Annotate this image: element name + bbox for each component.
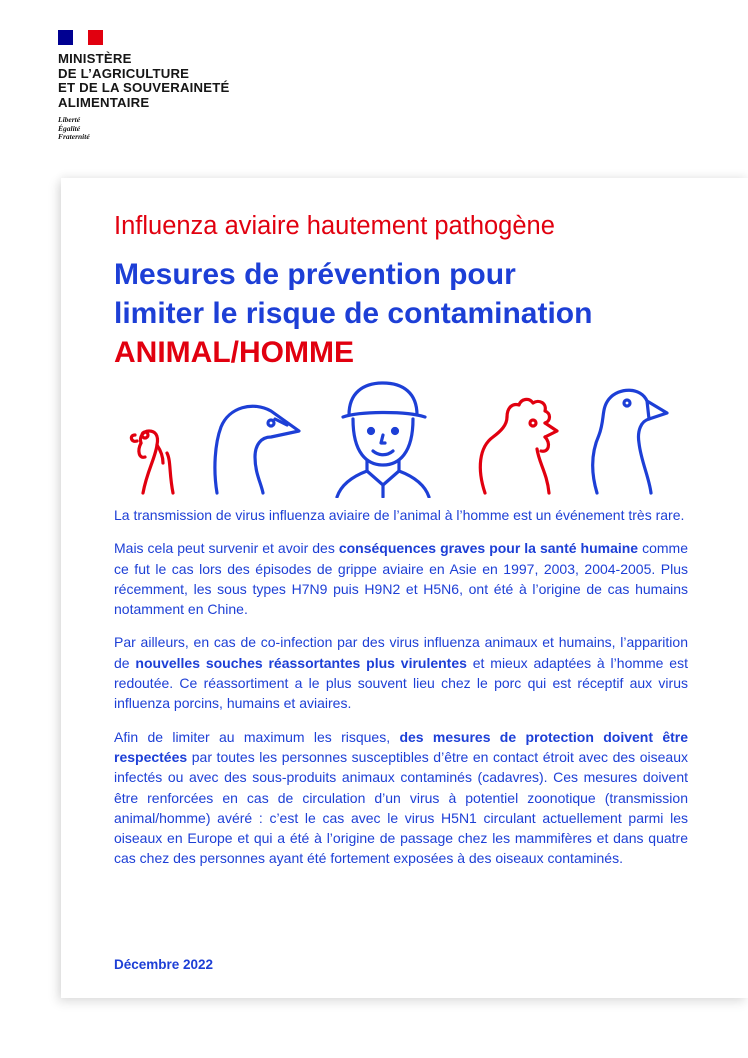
ministry-line: ALIMENTAIRE <box>58 94 150 110</box>
paragraph <box>114 538 688 619</box>
emphasis-text: nouvelles souches réassortantes plus virulentes <box>135 654 467 671</box>
emphasis-text: conséquences graves pour la santé humaine <box>338 540 639 557</box>
paragraph: La transmission de virus influenza aviaire de l’animal à l’homme est un événement très rare. <box>114 507 685 523</box>
paragraph-text: Afin de limiter au maximum les risques, <box>114 728 400 745</box>
ministry-header <box>58 30 230 142</box>
ministry-line: ET DE LA SOUVERAINETÉ <box>58 80 230 95</box>
document-body <box>114 505 688 882</box>
animals-illustration <box>121 373 701 498</box>
rooster-icon <box>480 399 557 493</box>
motto-line: Liberté <box>58 115 81 124</box>
document-title <box>114 255 734 372</box>
title-line: Mesures de prévention pour <box>114 258 516 291</box>
flag-red-band <box>88 30 103 45</box>
paragraph <box>114 632 688 713</box>
title-line: limiter le risque de contamination <box>114 297 593 330</box>
paragraph-text: et mieux adaptées à l’homme est redoutée. Ce réassortiment a le plus souvent lieu chez le porc qui est réceptif aux virus influenza porcins, humains et aviaires. <box>114 654 688 712</box>
goose-icon <box>215 406 299 493</box>
turkey-icon <box>131 431 173 493</box>
republic-motto <box>58 116 230 142</box>
ministry-line: MINISTÈRE <box>58 51 132 66</box>
motto-line: Fraternité <box>58 132 90 141</box>
document-kicker: Influenza aviaire hautement pathogène <box>114 212 555 240</box>
publication-date: Décembre 2022 <box>114 957 214 972</box>
flag-blue-band <box>58 30 73 45</box>
marianne-flag-logo <box>58 30 103 45</box>
farmer-icon <box>337 383 429 497</box>
paragraph-text: Mais cela peut survenir et avoir des <box>114 540 339 557</box>
duck-icon <box>593 390 667 493</box>
emphasis-text: des mesures de protection doivent être respectées <box>114 728 688 765</box>
paragraph <box>114 727 688 869</box>
motto-line: Égalité <box>58 123 81 133</box>
flag-white-band <box>73 30 88 45</box>
content-panel <box>61 178 748 998</box>
paragraph-text: comme ce fut le cas lors des épisodes de grippe aviaire en Asie en 1997, 2003, 2004-2005. Plus récemment, les sous types H7N9 puis H9N2 et H5N6, ont été à l’origine de cas humains notamment en Chine. <box>114 540 688 618</box>
ministry-name <box>58 52 230 110</box>
paragraph-text: Par ailleurs, en cas de co-infection par des virus influenza animaux et humains, l’apparition de <box>114 634 688 671</box>
paragraph-text: par toutes les personnes susceptibles d’être en contact étroit avec des oiseaux infectés ou avec des sous-produits animaux contaminés (cadavres). Ces mesures doivent être renforcées en cas de circulation d’un virus à potentiel zoonotique (transmission animal/homme) avéré : c’est le cas avec le virus H5N1 circulant actuellement parmi les oiseaux en Europe et qui a été à l’origine de passage chez les mammifères et dans quatre cas chez des personnes ayant été fortement exposées à des oiseaux contaminés. <box>114 748 688 867</box>
ministry-line: DE L’AGRICULTURE <box>58 65 190 81</box>
title-accent: ANIMAL/HOMME <box>114 336 354 369</box>
